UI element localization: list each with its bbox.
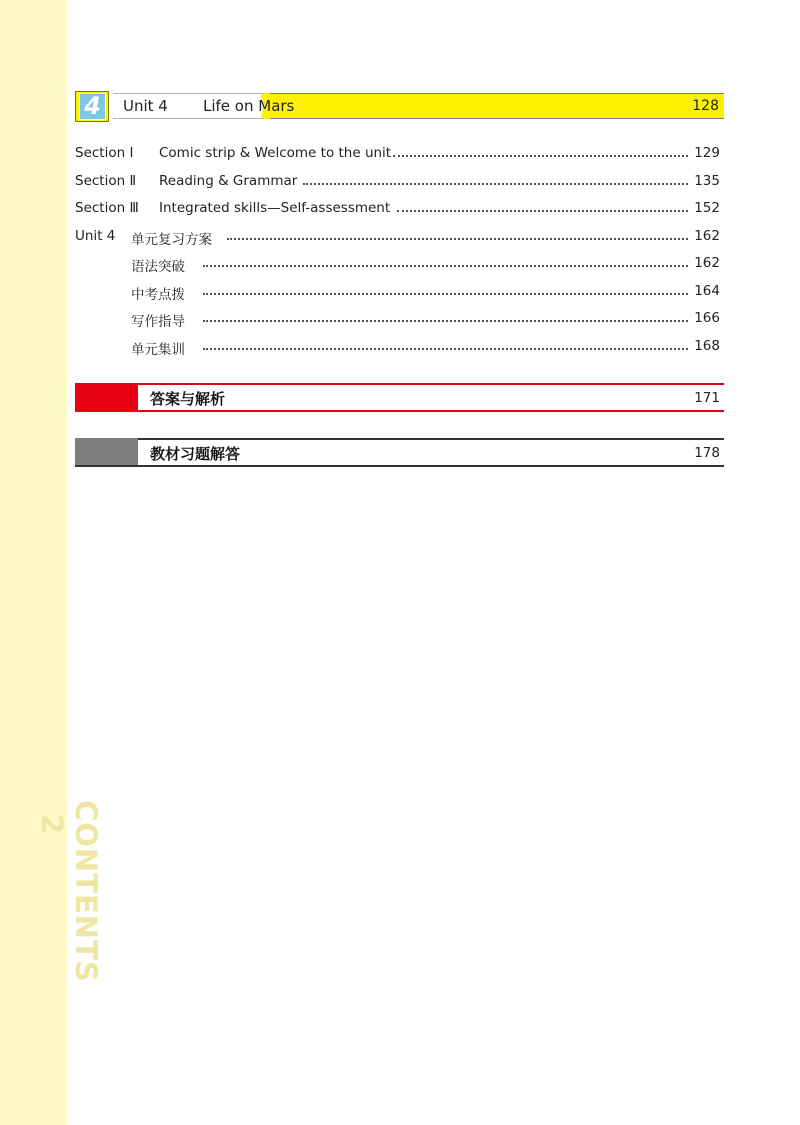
answers-bottom-rule (75, 410, 724, 412)
toc-dot-leader (203, 265, 688, 267)
toc-dot-leader (203, 348, 688, 350)
toc-entry-title: Comic strip & Welcome to the unit (159, 145, 392, 161)
answers-title: 答案与解析 (150, 390, 226, 408)
toc-row-grammar[interactable] (75, 255, 720, 275)
toc-row-section-2[interactable] (75, 173, 720, 193)
toc-entry-title: 单元复习方案 (131, 232, 212, 248)
answers-top-rule (138, 383, 724, 385)
toc-dot-leader (397, 210, 688, 212)
toc-section-label: Section Ⅲ (75, 200, 139, 216)
toc-dot-leader (303, 183, 688, 185)
toc-row-section-3[interactable] (75, 200, 720, 220)
textbook-bottom-rule (75, 465, 724, 467)
side-contents-label (35, 800, 103, 983)
toc-entry-title: 单元集训 (131, 342, 185, 358)
toc-row-unit-training[interactable] (75, 338, 720, 358)
toc-entry-title: 写作指导 (131, 314, 185, 330)
textbook-answers-page-number: 178 (694, 445, 720, 461)
answers-color-block (75, 383, 138, 412)
unit-page-number: 128 (692, 98, 719, 114)
toc-dot-leader (393, 155, 688, 157)
answers-bar[interactable] (75, 383, 724, 412)
toc-row-section-1[interactable] (75, 145, 720, 165)
textbook-color-block (75, 438, 138, 467)
textbook-answers-bar[interactable] (75, 438, 724, 467)
toc-page-number: 162 (694, 228, 720, 244)
toc-section-label: Unit 4 (75, 228, 116, 244)
toc-page-number: 129 (694, 145, 720, 161)
toc-row-exam-tips[interactable] (75, 283, 720, 303)
toc-page-number: 135 (694, 173, 720, 189)
textbook-top-rule (138, 438, 724, 440)
toc-row-unit-review[interactable] (75, 228, 720, 248)
toc-page-number: 162 (694, 255, 720, 271)
toc-page-number: 166 (694, 310, 720, 326)
toc-page-number: 152 (694, 200, 720, 216)
unit-title: Life on Mars (203, 97, 295, 115)
toc-entry-title: 中考点拨 (131, 287, 185, 303)
toc-dot-leader (203, 293, 688, 295)
toc-dot-leader (203, 320, 688, 322)
side-page-number: 2 (35, 814, 69, 836)
toc-entry-title: Integrated skills—Self-assessment (159, 200, 391, 216)
answers-page-number: 171 (694, 390, 720, 406)
toc-dot-leader (227, 238, 688, 240)
toc-section-label: Section Ⅰ (75, 145, 134, 161)
unit-header[interactable] (75, 90, 724, 122)
toc-entry-title: 语法突破 (131, 259, 185, 275)
side-contents-word: CONTENTS (69, 800, 103, 983)
unit-number-icon: 4 (79, 93, 106, 120)
toc-row-writing[interactable] (75, 310, 720, 330)
textbook-answers-title: 教材习题解答 (150, 445, 241, 463)
unit-badge (75, 91, 109, 122)
toc-page-number: 164 (694, 283, 720, 299)
toc-page-number: 168 (694, 338, 720, 354)
toc-section-label: Section Ⅱ (75, 173, 137, 189)
unit-label: Unit 4 (123, 97, 168, 115)
unit-title-bar (263, 93, 724, 119)
toc-entry-title: Reading & Grammar (159, 173, 298, 189)
